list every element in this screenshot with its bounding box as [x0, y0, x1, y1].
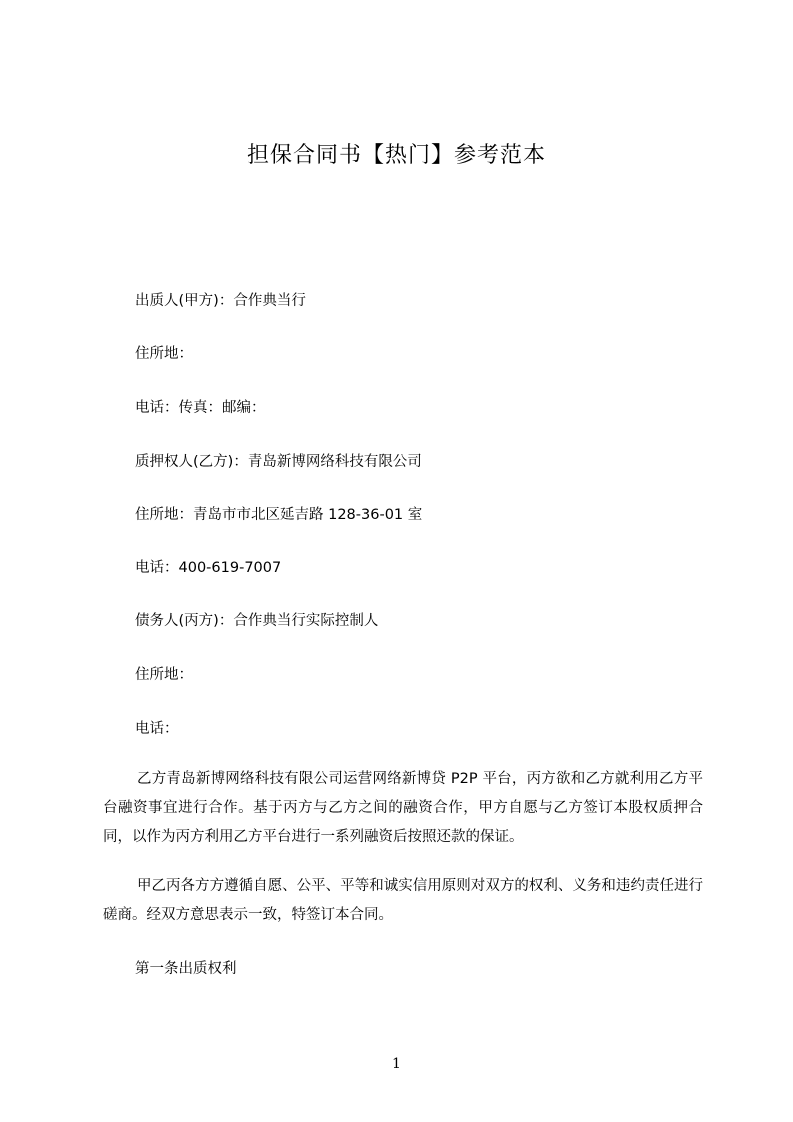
pledgee-phone-line: 电话：400-619-7007 [135, 560, 282, 576]
document-title: 担保合同书【热门】参考范本 [246, 143, 546, 168]
body-paragraph: 甲乙丙各方方遵循自愿、公平、平等和诚实信用原则对双方的权利、义务和违约责任进行磋商。经双方意思表示一致，特签订本合同。 [103, 878, 703, 923]
pledgor-address-line: 住所地： [135, 346, 193, 362]
pledgee-address-line: 住所地：青岛市市北区延吉路 128-36-01 室 [135, 507, 423, 523]
pledgee-line: 质押权人(乙方)：青岛新博网络科技有限公司 [135, 454, 422, 470]
section-heading: 第一条出质权利 [135, 961, 237, 977]
pledgor-line: 出质人(甲方)：合作典当行 [135, 293, 306, 309]
debtor-line: 债务人(丙方)：合作典当行实际控制人 [135, 613, 379, 629]
debtor-phone-line: 电话： [135, 721, 179, 737]
pledgor-contact-line: 电话：传真：邮编： [135, 400, 266, 416]
page-number: 1 [392, 1056, 401, 1072]
debtor-address-line: 住所地： [135, 667, 193, 683]
body-paragraph: 乙方青岛新博网络科技有限公司运营网络新博贷 P2P 平台，丙方欲和乙方就利用乙方平台融资事宜进行合作。基于丙方与乙方之间的融资合作，甲方自愿与乙方签订本股权质押合同，以作为丙方利用乙方平台进行一系列融资后按照还款的保证。 [103, 771, 703, 845]
